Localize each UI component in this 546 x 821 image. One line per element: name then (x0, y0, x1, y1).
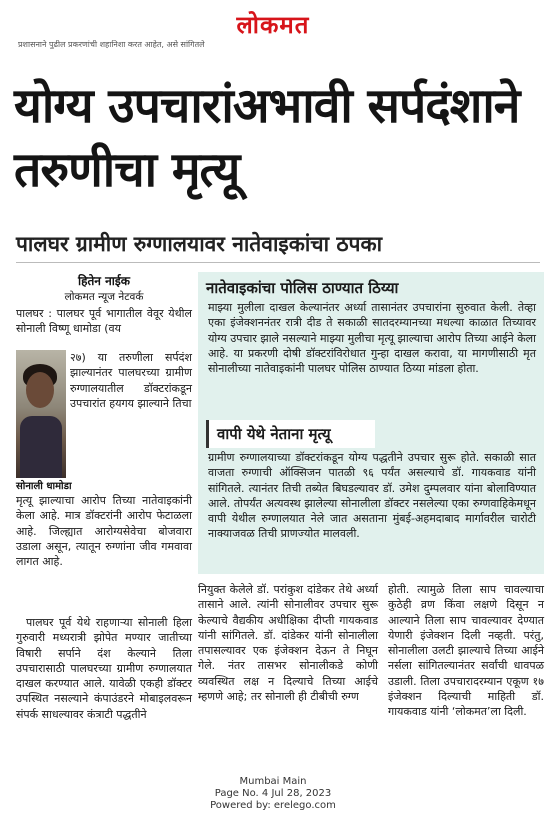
paragraph-2: पालघर पूर्व येथे राहणाऱ्या सोनाली हिला गुरुवारी मध्यरात्री झोपेत मण्यार जातीच्या विषारी सर्पाने दंश केल्याने तिला उपचारासाठी पालघरच्या ग्रामीण रुग्णालयात दाखल करण्यात आले. यावेळी एकही डॉक्टर उपस्थित नसल्याने कंपाउंडरने मोबाइलवरून संपर्क साधल्यावर कंत्राटी पद्धतीने (16, 616, 192, 721)
newspaper-logo: लोकमत (236, 10, 310, 39)
column-2: नियुक्त केलेले डॉ. परांकुश दांडेकर तेथे अर्ध्या तासाने आले. त्यांनी सोनालीवर उपचार सुरू केल्याचे वैद्यकीय अधीक्षिका दीप्ती गायकवाड यांनी सांगितले. डॉ. दांडेकर यांनी सोनालीला तपासल्यावर एक इंजेक्शन देऊन ते निघून गेले. नंतर तासभर सोनालीकडे कोणी व्यवस्थित लक्ष न दिल्याचे तिच्या आईचे म्हणणे आहे; तर सोनाली ही टीबीची रुग्ण (198, 583, 378, 704)
page-info (0, 788, 546, 800)
powered-by[interactable]: Powered by: erelego.com (210, 800, 336, 811)
news-agency: लोकमत न्यूज नेटवर्क (64, 291, 144, 303)
intro-paragraph-top: पालघर : पालघर पूर्व भागातील वेवूर येथील सोनाली विष्णू धामोडा (वय (16, 307, 192, 336)
photo-body (20, 416, 62, 478)
box-title-death: वापी येथे नेताना मृत्यू (206, 420, 375, 448)
box-body-death: ग्रामीण रुग्णालयाच्या डॉक्टरांकडून योग्य पद्धतीने उपचार सुरू होते. सकाळी सात वाजता रुग्णाची ऑक्सिजन पातळी ९६ पर्यंत असल्याचे डॉ. गायकवाड यांनी सांगितले. त्यानंतर तिची तब्येत बिघडल्यावर डॉ. उमेश दुम्पलवार यांना बोलाविण्यात आले. तोपर्यंत अत्यवस्थ झालेल्या सोनालीला डॉक्टर नसलेल्या एका रुग्णवाहिकेमधून वापी येथील रुग्णालयात नेले जात असताना मुंबई-अहमदाबाद मार्गावरील चारोटी नाक्याजवळ तिची प्राणज्योत मालवली. (208, 451, 536, 541)
subheadline: पालघर ग्रामीण रुग्णालयावर नातेवाइकांचा ठपका (16, 230, 540, 263)
edition-name: Mumbai Main (239, 776, 307, 787)
box-body-protest: माझ्या मुलीला दाखल केल्यानंतर अर्ध्या तासानंतर उपचारांना सुरुवात केली. तेव्हा एका इंजेक्शननंतर रात्री दीड ते सकाळी सातदरम्यानच्या मधल्या काळात तिच्यावर योग्य उपचार झाले नसल्याने माझ्या मुलीचा मृत्यू झाल्याचा आरोप तिच्या आईने केला आहे. या प्रकरणी दोषी डॉक्टरांविरोधात गुन्हा दाखल करावा, या मागणीसाठी मृत सोनालीच्या नातेवाइकांनी पालघर पोलिस ठाण्यात ठिय्या मांडला होता. (208, 301, 536, 376)
page-footer (0, 776, 546, 812)
highlight-box (198, 272, 544, 574)
intro-paragraph-rest: मृत्यू झाल्याचा आरोप तिच्या नातेवाइकांनी केला आहे. मात्र डॉक्टरांनी आरोप फेटाळला आहे. जिल्ह्यात आरोग्यसेवेचा बोजवारा उडाला असून, त्यातून रुग्णांना जीव गमवावा लागत आहे. (16, 494, 192, 569)
page-number: Page No. 4 (214, 788, 269, 799)
photo-caption: सोनाली धामोडा (16, 481, 72, 492)
victim-photo (16, 350, 66, 478)
headline: योग्य उपचारांअभावी सर्पदंशाने तरुणीचा मृत्यू (14, 78, 520, 198)
masthead (0, 0, 546, 48)
column-3: होती. त्यामुळे तिला साप चावल्याचा कुठेही व्रण किंवा लक्षणे दिसून न आल्याने तिला साप चावल्यावर देण्यात येणारी इंजेक्शन दिली नव्हती. परंतु, सोनालीला उलटी झाल्याचे तिच्या आईने नर्सला सांगितल्यानंतर सर्वांची धावपळ उडाली. तिला उपचारादरम्यान एकूण १७ इंजेक्शन दिल्याची माहिती डॉ. गायकवाड यांनी ‘लोकमत’ला दिली. (388, 583, 544, 719)
byline: हितेन नाईक (77, 274, 131, 288)
page-date: Jul 28, 2023 (271, 788, 332, 799)
previous-article-cutline: प्रशासनाने पुढील प्रकरणांची शहानिशा करत आहेत, असे सांगितले (18, 40, 205, 49)
photo-face (26, 372, 54, 408)
intro-paragraph-beside-photo: २७) या तरुणीला सर्पदंश झाल्यानंतर पालघरच्या ग्रामीण रुग्णालयातील डॉक्टरांकडून उपचारांत हयगय झाल्याने तिचा (70, 351, 192, 410)
box-title-protest: नातेवाइकांचा पोलिस ठाण्यात ठिय्या (206, 279, 399, 297)
